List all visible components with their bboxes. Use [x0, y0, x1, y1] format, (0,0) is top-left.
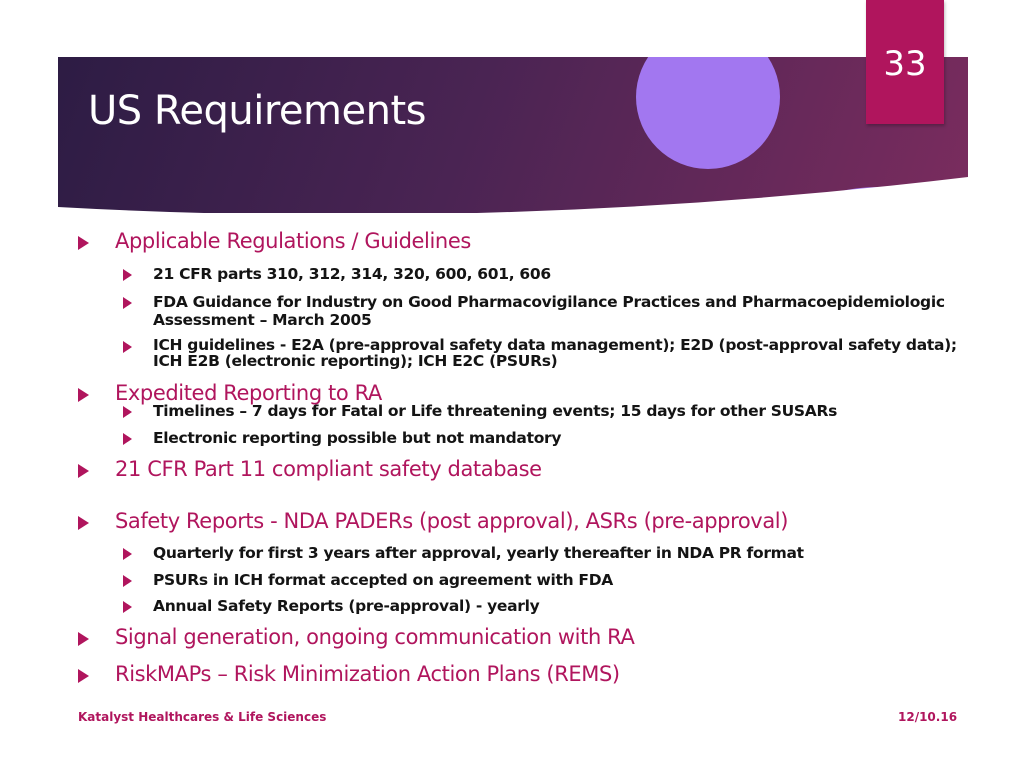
bullet-arrow-icon: [123, 406, 132, 418]
slide-number: 33: [883, 44, 927, 84]
bullet-text: Electronic reporting possible but not mandatory: [153, 429, 562, 447]
bullet-text: FDA Guidance for Industry on Good Pharmacovigilance Practices and Pharmacoepidemiologic Assessment – March 2005: [153, 293, 945, 329]
bullet-text: Quarterly for first 3 years after approval, yearly thereafter in NDA PR format: [153, 544, 804, 562]
bullet-arrow-icon: [78, 632, 89, 646]
bullet-arrow-icon: [123, 269, 132, 281]
bullet-arrow-icon: [78, 516, 89, 530]
footer-company: Katalyst Healthcares & Life Sciences: [78, 710, 327, 724]
bullet-text: Annual Safety Reports (pre-approval) - yearly: [153, 597, 540, 615]
banner-wave: [58, 177, 968, 213]
bullet-arrow-icon: [78, 388, 89, 402]
bullet-text: 21 CFR parts 310, 312, 314, 320, 600, 601, 606: [153, 265, 551, 283]
bullet-arrow-icon: [123, 548, 132, 560]
bullet-text: RiskMAPs – Risk Minimization Action Plans (REMS): [115, 662, 620, 686]
bullet-arrow-icon: [123, 575, 132, 587]
header-banner: [58, 57, 968, 213]
bullet-text: PSURs in ICH format accepted on agreement with FDA: [153, 571, 613, 589]
bullet-text: Safety Reports - NDA PADERs (post approval), ASRs (pre-approval): [115, 509, 789, 533]
bullet-arrow-icon: [123, 341, 132, 353]
slide-number-tab: [866, 0, 944, 124]
bullet-text: Signal generation, ongoing communication with RA: [115, 625, 635, 649]
decor-circle-large: [636, 57, 780, 169]
bullet-text: 21 CFR Part 11 compliant safety database: [115, 457, 542, 481]
bullet-arrow-icon: [78, 464, 89, 478]
bullet-text: Expedited Reporting to RA: [115, 381, 382, 405]
bullet-arrow-icon: [123, 297, 132, 309]
bullet-arrow-icon: [123, 433, 132, 445]
bullet-arrow-icon: [78, 669, 89, 683]
banner-decoration: [58, 57, 968, 213]
slide-title: US Requirements: [88, 88, 426, 134]
bullet-arrow-icon: [78, 236, 89, 250]
footer-date: 12/10.16: [898, 710, 958, 724]
bullet-text: Applicable Regulations / Guidelines: [115, 229, 471, 253]
bullet-text: Timelines – 7 days for Fatal or Life threatening events; 15 days for other SUSARs: [153, 402, 838, 420]
bullet-arrow-icon: [123, 601, 132, 613]
bullet-text: ICH guidelines - E2A (pre-approval safety data management); E2D (post-approval safety data); ICH E2B (electronic reporting); ICH E2C (PSURs): [153, 336, 957, 370]
